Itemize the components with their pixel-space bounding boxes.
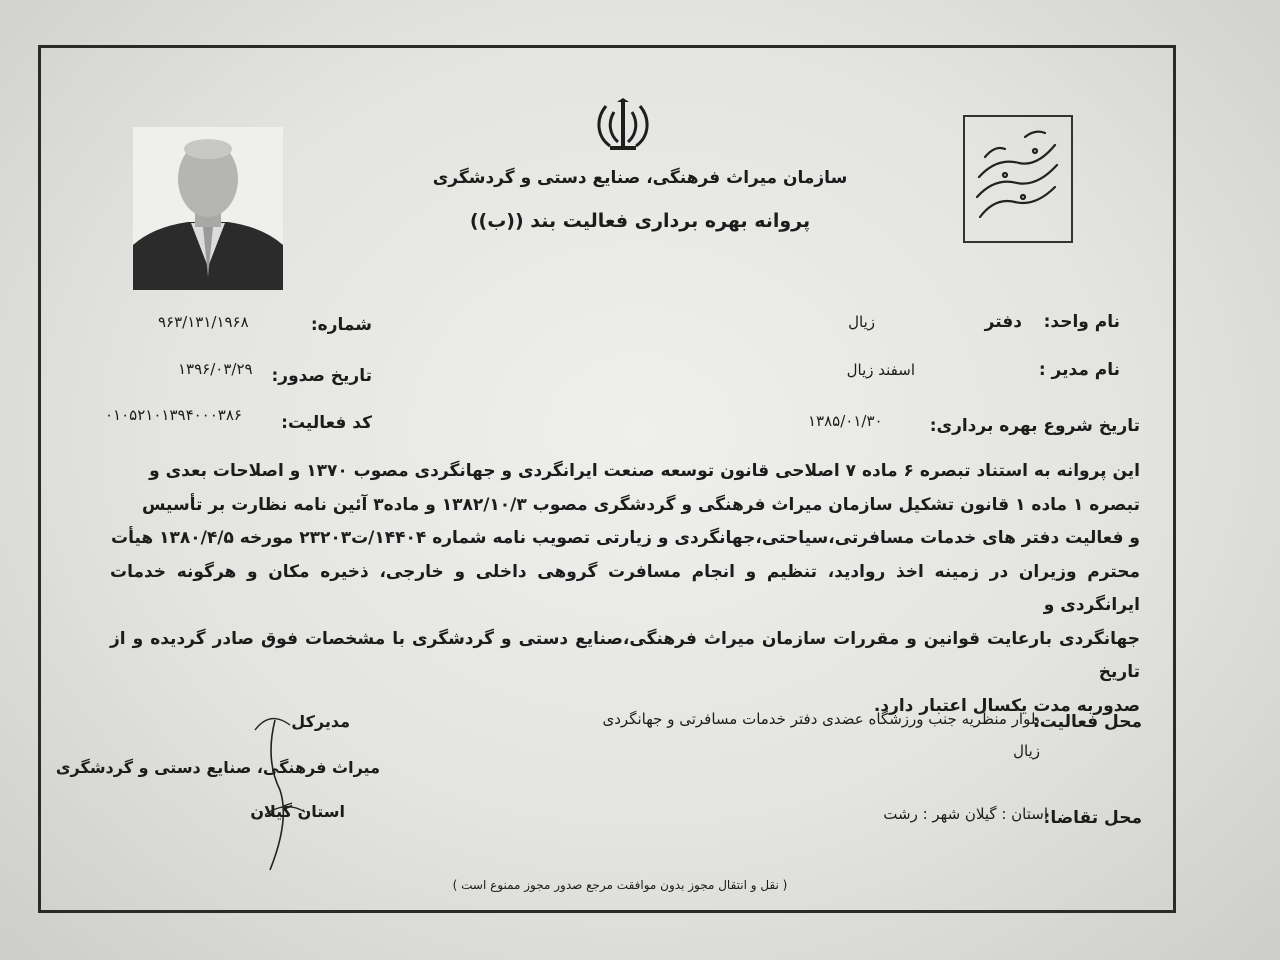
license-body-text (110, 455, 1140, 723)
number-value: ۹۶۳/۱۳۱/۱۹۶۸ (158, 313, 249, 331)
holder-photo (133, 127, 283, 290)
body-line: و فعالیت دفتر های خدمات مسافرتی،سیاحتی،جهانگردی و زیارتی تصویب نامه شماره ۱۴۴۰۴/ت۲۳۲۰۳ مورخه ۱۳۸۰/۴/۵ هیأت (111, 528, 1140, 548)
activity-code-label: کد فعالیت: (281, 413, 372, 433)
unit-name-label: نام واحد: (1043, 312, 1120, 332)
organization-name: سازمان میراث فرهنگی، صنایع دستی و گردشگری (432, 168, 848, 188)
number-label: شماره: (310, 315, 372, 335)
issue-date-label: تاریخ صدور: (271, 366, 372, 386)
manager-name-value: اسفند زیال (846, 361, 915, 379)
start-date-label: تاریخ شروع بهره برداری: (929, 416, 1140, 436)
issue-date-value: ۱۳۹۶/۰۳/۲۹ (178, 360, 253, 378)
activity-code-value: ۰۱۰۵۲۱۰۱۳۹۴۰۰۰۳۸۶ (105, 406, 242, 424)
activity-location-line2: زیال (1013, 742, 1040, 760)
body-line: محترم وزیران در زمینه اخذ روادید، تنظیم و انجام مسافرت گروهی داخلی و خارجی، ذخیره مکان و هرگونه خدمات ایرانگردی و (110, 561, 1140, 615)
start-date-value: ۱۳۸۵/۰۱/۳۰ (808, 412, 883, 430)
organization-logo-stamp (963, 115, 1073, 243)
handwritten-signature (235, 700, 355, 880)
body-line: تبصره ۱ ماده ۱ قانون تشکیل سازمان میراث فرهنگی و گردشگری مصوب ۱۳۸۲/۱۰/۳ و ماده۳ آئین نامه نظارت بر تأسیس (141, 494, 1140, 515)
manager-name-label: نام مدیر : (1038, 360, 1120, 380)
unit-name-prefix: دفتر (984, 312, 1022, 332)
request-location-label: محل تقاضا: (1043, 808, 1142, 828)
activity-location-label: محل فعالیت: (1032, 712, 1142, 732)
body-line: جهانگردی بارعایت قوانین و مقررات سازمان میراث فرهنگی،صنایع دستی و گردشگری با مشخصات فوق صادر گردیده و از تاریخ (110, 628, 1140, 682)
request-location-value: استان : گیلان شهر : رشت (883, 805, 1048, 823)
unit-name-value: زیال (848, 313, 875, 331)
signature-title: مدیرکل (291, 712, 350, 731)
license-title: پروانه بهره برداری فعالیت بند ((ب)) (469, 210, 811, 232)
activity-location-line1: بلوار منظریه جنب ورزشگاه عضدی دفتر خدمات مسافرتی و جهانگردی (602, 710, 1040, 728)
signature-organization: میراث فرهنگی، صنایع دستی و گردشگری (55, 758, 380, 777)
body-line: صدوربه مدت یکسال اعتبار دارد. (873, 695, 1140, 716)
transfer-restriction-note: ( نقل و انتقال مجوز بدون موافقت مرجع صدور مجوز ممنوع است ) (452, 878, 788, 892)
body-line: این پروانه به استناد تبصره ۶ ماده ۷ اصلاحی قانون توسعه صنعت ایرانگردی و جهانگردی مصوب ۱۳۷۰ و اصلاحات بعدی و (149, 461, 1140, 481)
iran-emblem-icon (592, 98, 654, 153)
signature-province: استان گیلان (250, 802, 345, 821)
